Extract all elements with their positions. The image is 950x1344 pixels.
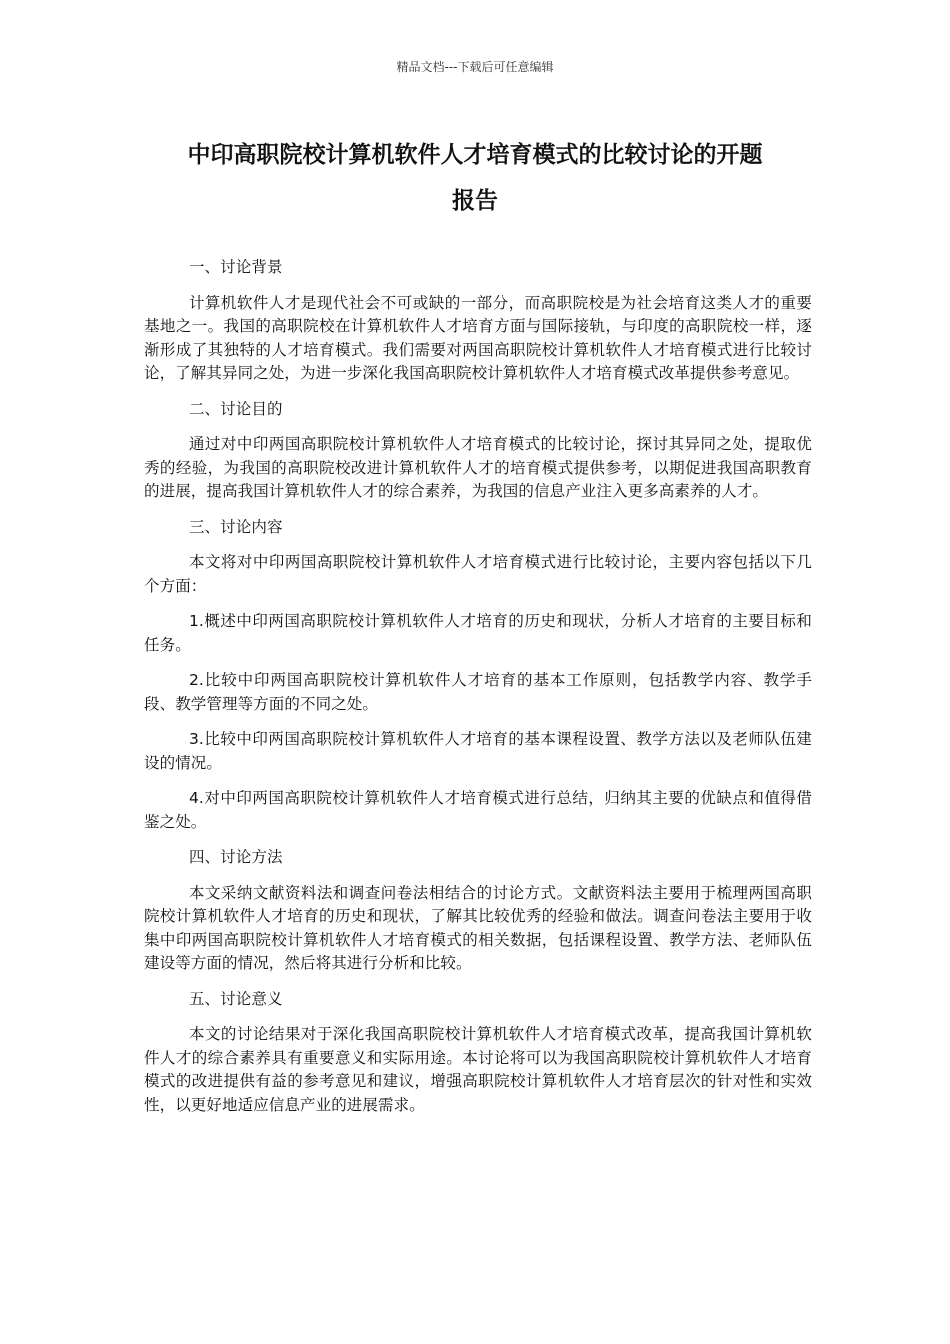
paragraph-background: 计算机软件人才是现代社会不可或缺的一部分，而高职院校是为社会培育这类人才的重要基地之一。我国的高职院校在计算机软件人才培育方面与国际接轨，与印度的高职院校一样，逐渐形成了其独特的人才培育模式。我们需要对两国高职院校计算机软件人才培育模式进行比较讨论，了解其异同之处，为进一步深化我国高职院校计算机软件人才培育模式改革提供参考意见。: [144, 293, 812, 382]
section-heading-method: 四、讨论方法: [188, 848, 283, 866]
paragraph-method: 本文采纳文献资料法和调查问卷法相结合的讨论方式。文献资料法主要用于梳理两国高职院校计算机软件人才培育的历史和现状，了解其比较优秀的经验和做法。调查问卷法主要用于收集中印两国高职院校计算机软件人才培育模式的相关数据，包括课程设置、教学方法、老师队伍建设等方面的情况，然后将其进行分析和比较。: [144, 883, 812, 972]
paragraph-content-intro: 本文将对中印两国高职院校计算机软件人才培育模式进行比较讨论，主要内容包括以下几个方面：: [144, 553, 812, 595]
list-item-1: 1.概述中印两国高职院校计算机软件人才培育的历史和现状，分析人才培育的主要目标和任务。: [144, 612, 812, 654]
section-heading-content: 三、讨论内容: [188, 517, 283, 536]
document-title: [140, 132, 810, 224]
section-heading-background: 一、讨论背景: [188, 258, 283, 276]
list-item-2: 2.比较中印两国高职院校计算机软件人才培育的基本工作原则，包括教学内容、教学手段、教学管理等方面的不同之处。: [144, 671, 812, 713]
header-note: 精品文档---下载后可任意编辑: [396, 60, 554, 74]
document-body: [144, 256, 812, 1129]
section-heading-significance: 五、讨论意义: [188, 989, 283, 1008]
paragraph-significance: 本文的讨论结果对于深化我国高职院校计算机软件人才培育模式改革，提高我国计算机软件人才的综合素养具有重要意义和实际用途。本讨论将可以为我国高职院校计算机软件人才培育模式的改进提供有益的参考意见和建议，增强高职院校计算机软件人才培育层次的针对性和实效性，以更好地适应信息产业的进展需求。: [144, 1025, 812, 1114]
list-item-4: 4.对中印两国高职院校计算机软件人才培育模式进行总结，归纳其主要的优缺点和值得借鉴之处。: [144, 789, 812, 831]
paragraph-purpose: 通过对中印两国高职院校计算机软件人才培育模式的比较讨论，探讨其异同之处，提取优秀的经验，为我国的高职院校改进计算机软件人才的培育模式提供参考，以期促进我国高职教育的进展，提高我国计算机软件人才的综合素养，为我国的信息产业注入更多高素养的人才。: [144, 435, 812, 500]
title-line-1: 中印高职院校计算机软件人才培育模式的比较讨论的开题: [187, 142, 763, 168]
title-line-2: 报告: [452, 188, 498, 214]
section-heading-purpose: 二、讨论目的: [188, 399, 283, 418]
list-item-3: 3.比较中印两国高职院校计算机软件人才培育的基本课程设置、教学方法以及老师队伍建设的情况。: [144, 730, 812, 772]
